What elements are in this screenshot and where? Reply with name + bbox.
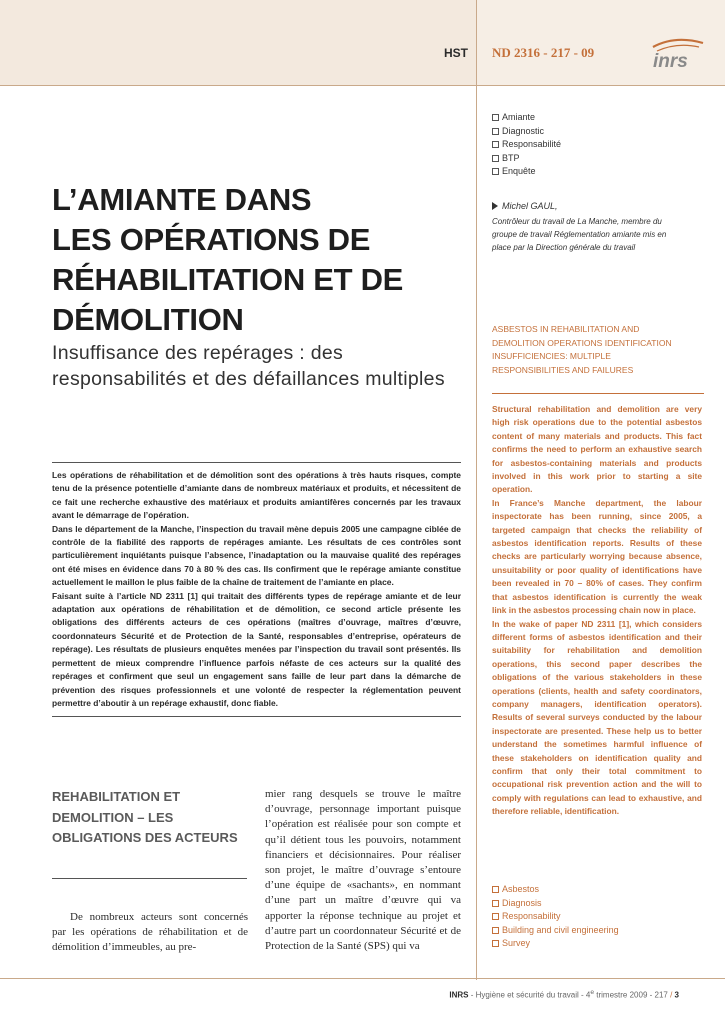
- english-title-rule: [492, 393, 704, 394]
- author-role: Contrôleur du travail de La Manche, membre du groupe de travail Réglementation amiante mis en place par la Direction générale du travail: [492, 217, 667, 252]
- abstract-bottom-rule: [52, 716, 461, 717]
- series-label: HST: [444, 46, 468, 60]
- title-line: DÉMOLITION: [52, 302, 244, 337]
- abstract-top-rule: [52, 462, 461, 463]
- footer-sup: e: [590, 989, 595, 996]
- footer-period: trimestre 2009 - 217: [594, 990, 671, 1000]
- checkbox-icon: [492, 155, 499, 162]
- english-abstract-paragraph: In France’s Manche department, the labour inspectorate has been running, since 2005, a targeted campaign that checks the reliability of asbestos identification reports. Results of these checks are particularly worrying because absence, unsuitability or poor quality of identifications have been revealed in 70 – 80% of cases. They confirm that asbestos identification is currently the weak link in the asbestos processing chain now in place.: [492, 497, 702, 616]
- keyword-item: Diagnosis: [492, 897, 619, 911]
- checkbox-icon: [492, 141, 499, 148]
- checkbox-icon: [492, 927, 499, 934]
- checkbox-icon: [492, 168, 499, 175]
- column-divider: [476, 0, 477, 980]
- author-block: [492, 201, 672, 254]
- keyword-item: Diagnostic: [492, 125, 561, 139]
- keyword-item: Building and civil engineering: [492, 924, 619, 938]
- keyword-item: Responsability: [492, 910, 619, 924]
- english-abstract-paragraph: In the wake of paper ND 2311 [1], which considers different forms of asbestos identification and their suitability for rehabilitation and demolition operations, this second paper describes the obligations of the various stakeholders in these operations (clients, health and safety coordinators, company managers, identification operators). Results of several surveys conducted by the labour inspectorate are presented. These help us to better understand the sometimes harmful influence of these stakeholders on identification quality and confirm that only their total commitment to occupational risk prevention action and the will to comply with regulations can lead to exhaustive, and therefore reliable, identification.: [492, 618, 702, 817]
- footer-rule: [0, 978, 725, 979]
- checkbox-icon: [492, 886, 499, 893]
- checkbox-icon: [492, 940, 499, 947]
- page-footer: [449, 989, 679, 1000]
- footer-journal: - Hygiène et sécurité du travail - 4: [468, 990, 591, 1000]
- svg-text:inrs: inrs: [653, 51, 688, 71]
- abstract-paragraph: Les opérations de réhabilitation et de démolition sont des opérations à très hauts risques, compte tenu de la présence potentielle d’amiante dans de nombreux matériaux et produits, et nécessitent de ce fait une recherche exhaustive des matériaux et produits amiantifères concernés par les travaux avant le démarrage de l’opération.: [52, 470, 461, 521]
- body-column-1: De nombreux acteurs sont concernés par les opérations de réhabilitation et de démolition d’immeubles, au pre-: [52, 911, 248, 954]
- keyword-item: Enquête: [492, 165, 561, 179]
- keyword-item: Amiante: [492, 111, 561, 125]
- header-band: [0, 0, 477, 85]
- abstract-paragraph: Faisant suite à l’article ND 2311 [1] qui traitait des différents types de repérage amiante et de leur adaptation aux opérations de réhabilitation et de démolition, ce second article présente les obligations des différents acteurs de ces opérations (maîtres d’ouvrage, maîtres d’œuvre, coordonnateurs Sécurité et de Protection de la Santé, responsables d’entreprise, opérateurs de repérage). Les résultats de plusieurs enquêtes menées par l’inspection du travail sont présentés. Ils permettent de mieux comprendre l’influence parfois néfaste de ces acteurs sur la qualité des repérages et confirment que seul un engagement sans faille de leur part dans la démarche de prévention des risques professionnels et une volonté de respecter la réglementation peuvent permettre d’aboutir à un repérage exhaustif, donc fiable.: [52, 590, 461, 708]
- footer-org: INRS: [449, 990, 469, 1000]
- title-line: LES OPÉRATIONS DE: [52, 222, 371, 257]
- keyword-item: Responsabilité: [492, 138, 561, 152]
- checkbox-icon: [492, 128, 499, 135]
- keyword-item: Asbestos: [492, 883, 619, 897]
- title-line: L’AMIANTE DANS: [52, 182, 312, 217]
- english-abstract-paragraph: Structural rehabilitation and demolition are very high risk operations due to the potential asbestos content of many materials and products. This fact confirms the need to perform an exhaustive search for asbestos-containing materials and products involved in this work prior to starting a site operation.: [492, 404, 702, 495]
- keyword-item: BTP: [492, 152, 561, 166]
- section-heading-rule: [52, 878, 247, 879]
- section-heading: REHABILITATION ET DEMOLITION – LES OBLIGATIONS DES ACTEURS: [52, 789, 238, 845]
- checkbox-icon: [492, 900, 499, 907]
- english-abstract: [492, 403, 702, 819]
- title-line: RÉHABILITATION ET DE: [52, 262, 404, 297]
- body-column-2: mier rang desquels se trouve le maître d’ouvrage, personnage important puisque l’opération est réalisée pour son compte et qu’il détient tous les pouvoirs, notamment financiers et décisionnaires. Pour réaliser son projet, le maître d’ouvrage s’entoure d’une équipe de «sachants», en nommant d’une part un maître d’œuvre qui va apporter la réponse technique au projet et d’autre part un coordonnateur Sécurité et de Protection de la Santé (SPS) qui va: [265, 788, 461, 953]
- keywords-en-list: [492, 883, 619, 951]
- keyword-item: Survey: [492, 937, 619, 951]
- checkbox-icon: [492, 913, 499, 920]
- english-title: ASBESTOS IN REHABILITATION AND DEMOLITION OPERATIONS IDENTIFICATION INSUFFICIENCIES: MULTIPLE RESPONSIBILITIES AND FAILURES: [492, 324, 672, 375]
- french-abstract: [52, 469, 461, 710]
- footer-slash: /: [670, 990, 673, 1000]
- keywords-fr-list: [492, 111, 561, 179]
- header-rule: [0, 85, 725, 86]
- article-title: [52, 180, 452, 340]
- author-name: Michel GAUL,: [502, 201, 558, 211]
- document-reference: ND 2316 - 217 - 09: [492, 45, 595, 60]
- page-number: 3: [672, 990, 679, 1000]
- article-subtitle: Insuffisance des repérages : des responsabilités et des défaillances multiples: [52, 342, 445, 390]
- abstract-paragraph: Dans le département de la Manche, l’inspection du travail mène depuis 2005 une campagne ciblée de contrôle de la fiabilité des rapports de repérages amiante. Les résultats de ces contrôles sont particulièrement inquiétants puisque l’absence, l’inadaptation ou la mauvaise qualité des repérages ont été mises en évidence dans 70 à 80 % des cas. Ils confirment que le repérage amiante constitue actuellement le maillon le plus faible de la chaîne de traitement de l’amiante en place.: [52, 523, 461, 588]
- inrs-logo-icon: [647, 37, 709, 71]
- arrow-right-icon: [492, 202, 498, 210]
- checkbox-icon: [492, 114, 499, 121]
